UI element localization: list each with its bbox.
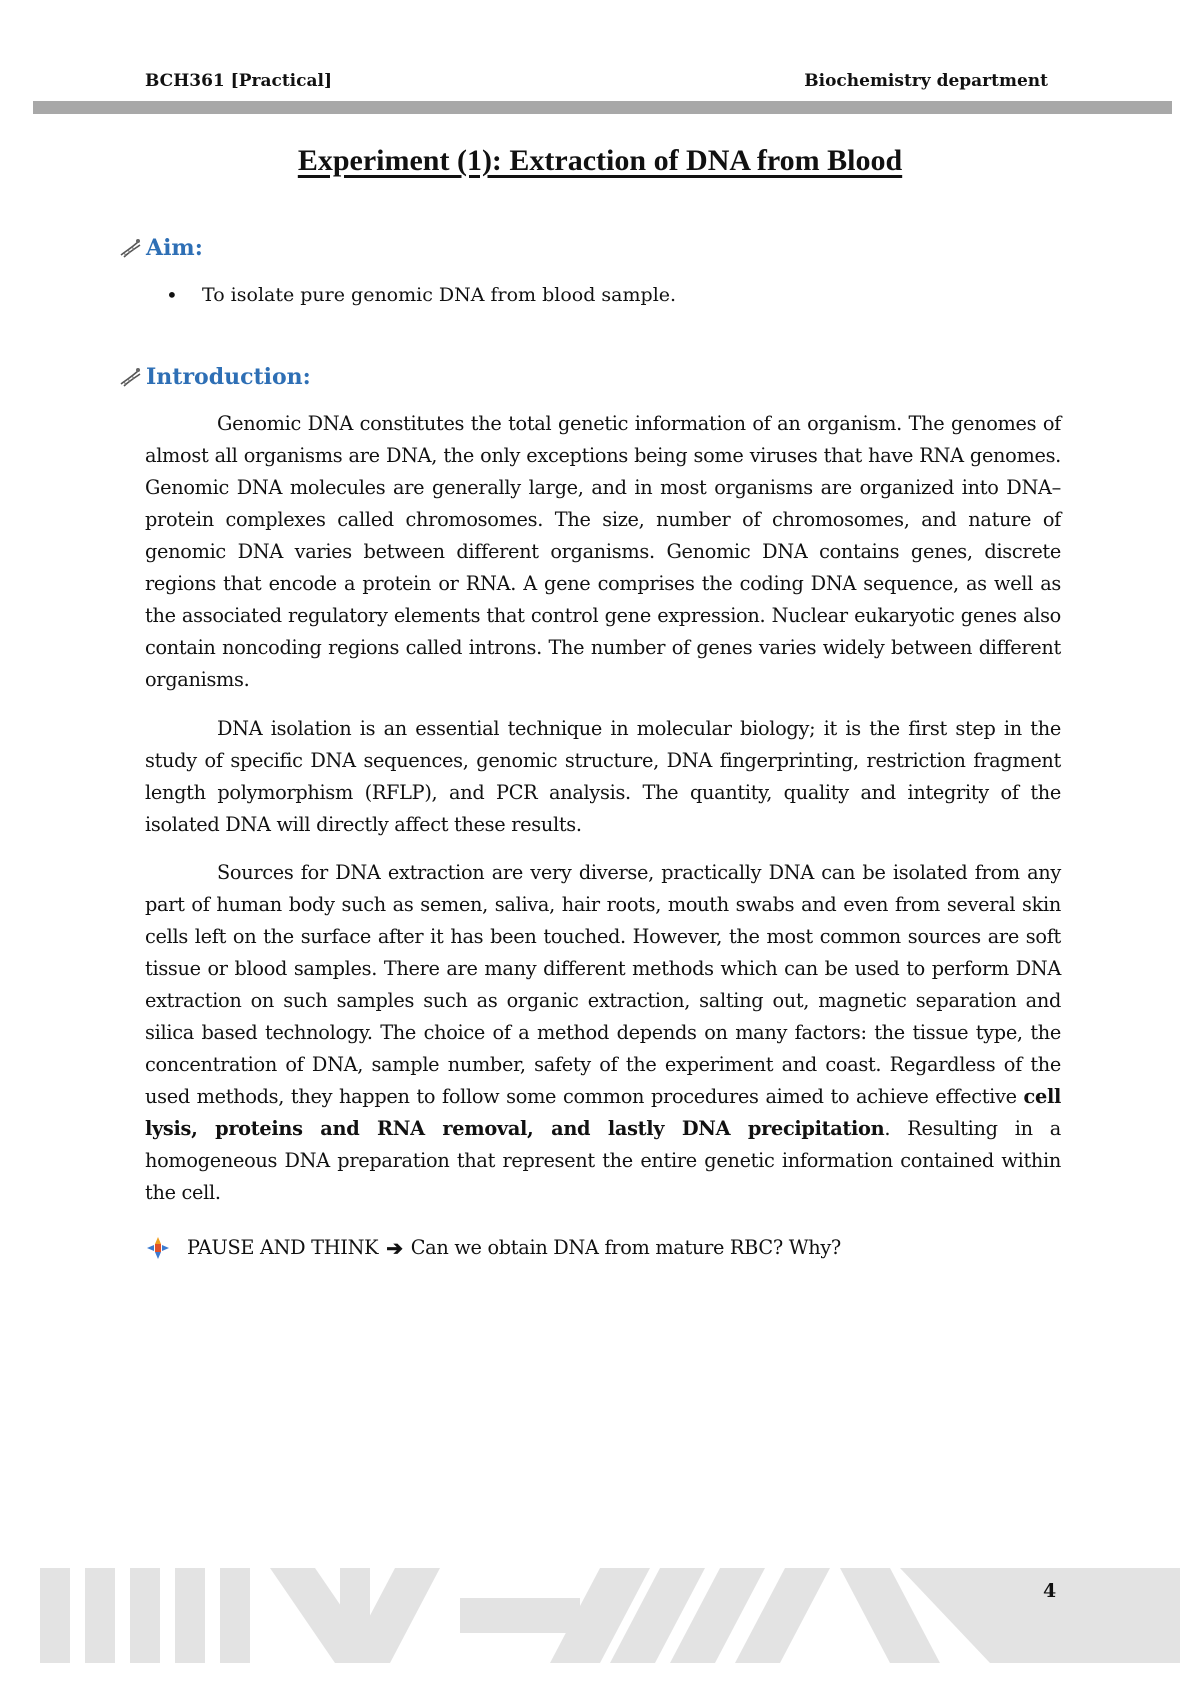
intro-paragraph-3 bbox=[145, 857, 1061, 1209]
arrow-right-icon: ➔ bbox=[386, 1236, 403, 1260]
intro-paragraph-1-text: Genomic DNA constitutes the total genetic information of an organism. The genomes of almost all organisms are DNA, the only exceptions being some viruses that have RNA genomes. Genomic DNA molecules are generally large, and in most organisms are organized into DNA–protein complexes called chromosomes. The size, number of chromosomes, and nature of genomic DNA varies between different organisms. Genomic DNA contains genes, discrete regions that encode a protein or RNA. A gene comprises the coding DNA sequence, as well as the associated regulatory elements that control gene expression. Nuclear eukaryotic genes also contain noncoding regions called introns. The number of genes varies widely between different organisms. bbox=[145, 412, 1061, 691]
intro-paragraph-2-text: DNA isolation is an essential technique in molecular biology; it is the first step in the study of specific DNA sequences, genomic structure, DNA fingerprinting, restriction fragment length polymorphism (RFLP), and PCR analysis. The quantity, quality and integrity of the isolated DNA will directly affect these results. bbox=[145, 717, 1061, 836]
introduction-heading-label: Introduction: bbox=[146, 364, 311, 390]
pause-label: PAUSE AND THINK bbox=[187, 1236, 379, 1259]
p3-bold-text: cell lysis, proteins and RNA removal, and lastly DNA precipitation bbox=[145, 1085, 1061, 1140]
p3-text-start: Sources for DNA extraction are very diverse, practically DNA can be isolated from any part of human body such as semen, saliva, hair roots, mouth swabs and even from several skin cells left on the surface after it has been touched. However, the most common sources are soft tissue or blood samples. There are many different methods which can be used to perform DNA extraction on such samples such as organic extraction, salting out, magnetic separation and silica based technology. The choice of a method depends on many factors: the tissue type, the concentration of DNA, sample number, safety of the experiment and coast. Regardless of the used methods, they happen to follow some common procedures aimed to achieve effective bbox=[145, 861, 1061, 1108]
four-point-arrow-icon bbox=[145, 1235, 171, 1261]
pause-and-think bbox=[145, 1235, 841, 1261]
dna-strand-icon bbox=[118, 365, 142, 389]
pause-question: Can we obtain DNA from mature RBC? Why? bbox=[410, 1236, 841, 1259]
p3-text-end: . Resulting in a homogeneous DNA preparation that represent the entire genetic information contained within the cell. bbox=[145, 1117, 1061, 1204]
aim-bullet-item bbox=[166, 283, 676, 307]
page-number: 4 bbox=[1043, 1580, 1057, 1602]
dna-strand-icon bbox=[118, 236, 142, 260]
bullet-icon: • bbox=[166, 283, 178, 307]
aim-heading bbox=[118, 235, 203, 261]
introduction-heading bbox=[118, 364, 311, 390]
aim-heading-label: Aim: bbox=[146, 235, 203, 261]
aim-bullet-text: To isolate pure genomic DNA from blood sample. bbox=[202, 284, 677, 306]
page-title: Experiment (1): Extraction of DNA from Blood bbox=[297, 144, 903, 177]
intro-paragraph-3-text bbox=[145, 857, 1061, 1209]
header-department: Biochemistry department bbox=[804, 71, 1048, 91]
intro-paragraph-2 bbox=[145, 713, 1061, 841]
header-divider-bar bbox=[33, 101, 1172, 114]
intro-paragraph-1 bbox=[145, 408, 1061, 696]
header-course-code: BCH361 [Practical] bbox=[145, 71, 333, 91]
footer-decoration bbox=[40, 1568, 1180, 1663]
